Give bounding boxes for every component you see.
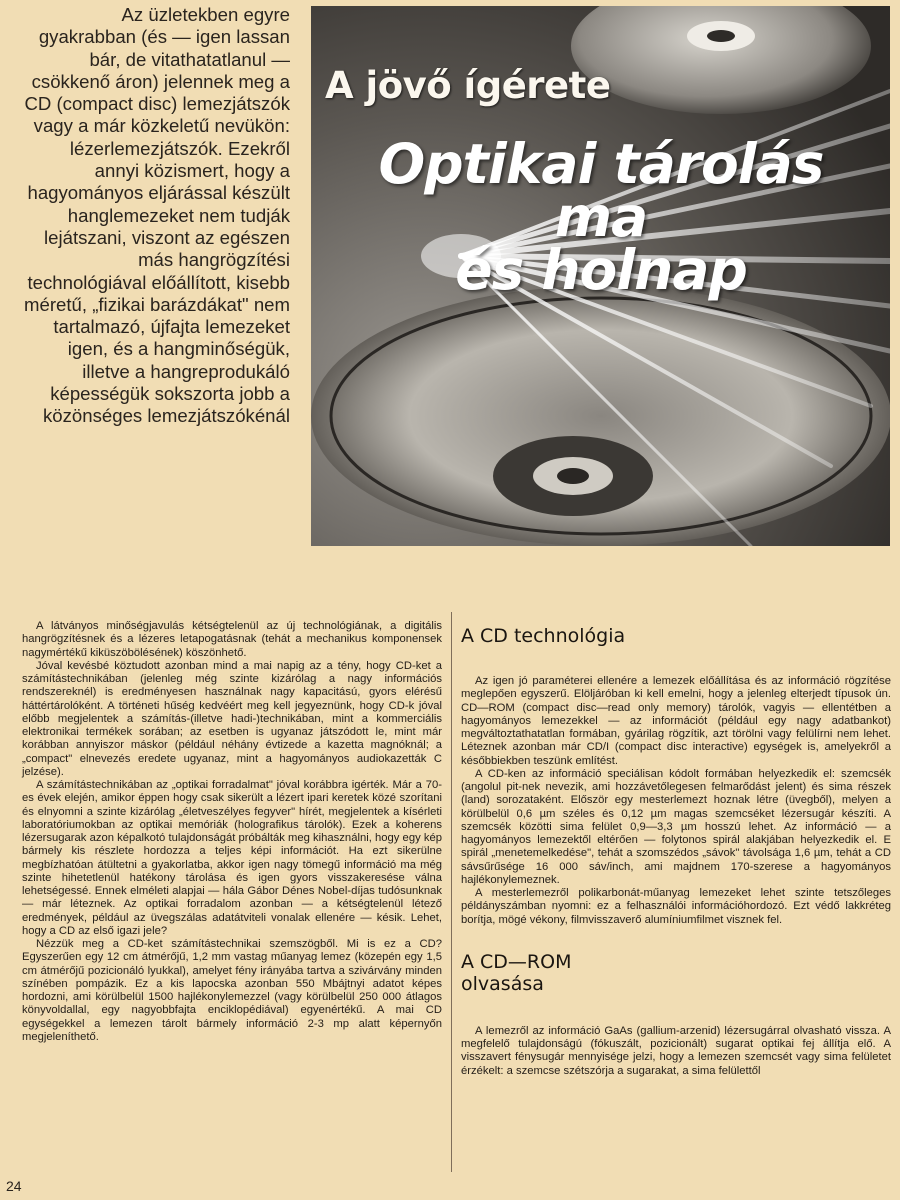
body-paragraph: Nézzük meg a CD-ket számítástechnikai szemszögből. Mi is ez a CD? Egyszerűen egy 12 cm átmérőjű, 1,2 mm vastag műanyag lemez (közepén egy 1,5 cm átmérőjű pozicionáló lyukkal), amelyet fény irányába tartva a szivárvány minden színében pompázik. Ez a kis lapocska azonban 550 Mbájtnyi adatot képes hordozni, ami körülbelül 1500 hajlékonylemezzel (vagy körülbelül 250 000 átlagos könyvoldallal, egy nagyobbfajta enciklopédiával) egyenértékű. A mai CD egységekkel a lemezen tárolt bármely információ 2-3 mp alatt képernyőn megjeleníthető. [22, 938, 442, 1043]
page-number: 24 [6, 1178, 22, 1194]
body-paragraph: A CD-ken az információ speciálisan kódolt formában helyezkedik el: szemcsék (angolul pit-nek nevezik, ami hozzávetőlegesen felmarődást jelent) és sima részek (land) sorozataként. Először egy mesterlemezt hoznak létre (üvegből), melyen a körülbelül 0,6 µm széles és 0,12 µm magas szemcséket lézersugár készíti. A szemcsék közötti sima felület 0,9—3,3 µm hosszú lehet. Az információ — a hagyományos lemezektől eltérően — folytonos spirál alakjában helyezkedik el. E spirál „menetemelkedése", tehát a szomszédos „sávok" távolsága 1,6 µm, tehát a CD sávsűrűsége 16 000 sáv/inch, ami majdnem 170-szerese a hagyományos hajlékonylemeznek. [461, 767, 891, 886]
section-heading-line-2: olvasása [461, 972, 544, 995]
title-photo [311, 6, 890, 546]
body-paragraph: A mesterlemezről polikarbonát-műanyag lemezeket lehet szinte tetszőleges példányszámban nyomni: ez a felhasználói információhordozó. Ezt védő lakkréteg borítja, mögé vékony, filmvisszaverő alumíniumfilmet visznek fel. [461, 887, 891, 926]
intro-text [22, 4, 290, 428]
body-paragraph: A látványos minőségjavulás kétségtelenül az új technológiának, a digitális hangrögzítésnek és a lézeres letapogatásnak (tehát a mechanikus komponensek nagymértékű kiküszöbölésének) köszönhető. [22, 620, 442, 659]
body-paragraph: A számítástechnikában az „optikai forradalmat" jóval korábbra igérték. Már a 70-es évek elején, amikor éppen hogy csak sikerült a lézert ipari keretek közé szorítani és elnyomni a szinte kizárólag „életveszélyes fegyver" hírét, megjelentek a kísérleti laboratóriumokban az optikai memóriák (holografikus tárolók). Ezek a koherens lézersugarak azon képalkotó tulajdonságát próbálták meg kihasználni, hogy egy kép bármely kis részlete hordozza a teljes képi információt. Ha ezt sikerülne megbízhatóan átültetni a gyakorlatba, akkor igen nagy tömegű információ ma még szinte hihetetlenül hatékony tárolása és igen gyors visszakeresése válna lehetségessé. Ennek elméleti alapjai — hála Gábor Dénes Nobel-díjas tudósunknak — már léteznek. Az optikai forradalom azonban — a kétségtelenül létező eredmények, például az üvegszálas adatátviteli vonalak ellenére — késik. Lehet, hogy a CD az első igazi jele? [22, 779, 442, 937]
intro-paragraph: Az üzletekben egyre gyakrabban (és — igen lassan bár, de vitathatatlanul — csökkenő áron) jelennek meg a CD (compact disc) lemezjátszók vagy a már közkeletű nevükön: lézerlemezjátszók. Ezekről annyi közismert, hogy a hagyományos eljárással készült hanglemezeket nem tudják lejátszani, viszont az egészen más hangrögzítési technológiával előállított, kisebb méretű, „fizikai barázdákat" nem tartalmazó, újfajta lemezeket igen, és a hangminőségük, illetve a hangreprodukáló képességük sokszorta jobb a közönséges lemezjátszókénál [24, 4, 290, 427]
section-heading-line-1: A CD—ROM [461, 950, 572, 973]
body-paragraph: Jóval kevésbé köztudott azonban mind a mai napig az a tény, hogy CD-ket a számítástechnikában (jelenleg még szinte kizárólag a nagy információs rendszereknél) is eredményesen használnak nagy kapacitású, gyors elérésű háttértárolóként. A történeti hűség kedvéért meg kell jegyeznünk, hogy CD-k jóval előbb megjelentek a számítás-(illetve hadi-)technikában, mint a kommerciális elektronikai termékek sorában; az esetben is ugyanaz játszódott le, mint már korábban annyiszor máskor (például néhány évtizede a kazetta magnóknál; a „compact" elnevezés eredete ugyanaz, mint a hagyományos audiokazetták C jelzése). [22, 659, 442, 778]
section-heading-cd-technology: A CD technológia [461, 625, 626, 647]
headline-line-3: és holnap [455, 238, 747, 302]
right-column [461, 620, 891, 1078]
headline-line-2: ma [554, 185, 648, 249]
body-paragraph: Az igen jó paraméterei ellenére a lemezek előállítása és az információ rögzítése meglepően egyszerű. Elöljáróban ki kell emelni, hogy a jelenleg elterjedt típusok ún. CD—ROM (compact disc—read only memory) tárolók, vagyis — ellentétben a hagyományos lemezekkel — az információt (például egy nagy adatbankot) megváltoztathatatlan formában, gyárilag rögzítik, azt törölni vagy felülírni nem lehet. Léteznek azonban már CD/I (compact disc interactive) egységek is, amelyekről a későbbiekben teszünk említést. [461, 675, 891, 767]
title-kicker: A jövő ígérete [325, 64, 611, 107]
headline-line-1: Optikai tárolás [378, 132, 824, 196]
title-headline [341, 132, 861, 302]
column-divider [451, 612, 452, 1172]
section-heading-cd-rom-reading [461, 951, 891, 995]
body-paragraph: A lemezről az információ GaAs (gallium-arzenid) lézersugárral olvasható vissza. A megfelelő tulajdonságú (fókuszált, pozicionált) sugarat optikai fej állítja elő. A visszavert fénysugár mennyisége jelzi, hogy a lemezen szemcsét vagy sima felületet érzékelt: a szemcse szétszórja a sugarakat, a sima felülettől [461, 1024, 891, 1077]
left-column [22, 620, 442, 1044]
